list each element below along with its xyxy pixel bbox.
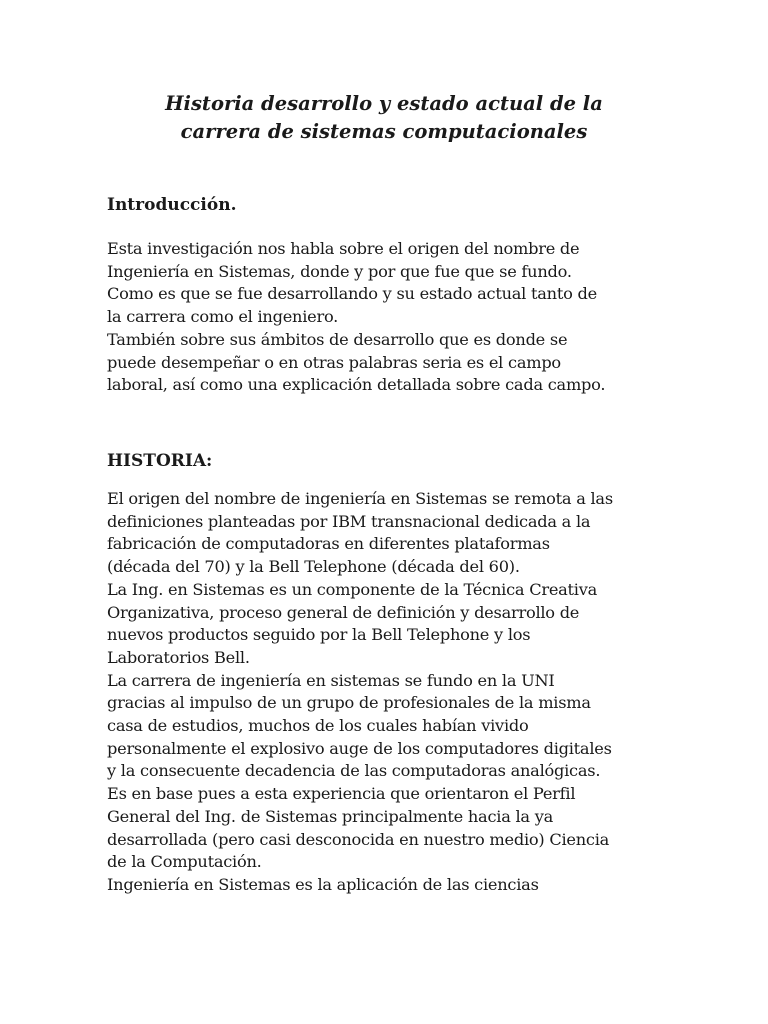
text-line: Como es que se fue desarrollando y su estado actual tanto de	[107, 284, 597, 304]
text-line: y la consecuente decadencia de las computadoras analógicas.	[107, 761, 601, 781]
text-line: La Ing. en Sistemas es un componente de la Técnica Creativa	[107, 579, 598, 599]
introduccion-heading: Introducción.	[107, 195, 237, 215]
document-title	[0, 90, 768, 146]
text-line: fabricación de computadoras en diferentes plataformas	[107, 534, 550, 554]
text-line: El origen del nombre de ingeniería en Sistemas se remota a las	[107, 489, 613, 508]
text-line: Esta investigación nos habla sobre el origen del nombre de	[107, 239, 580, 258]
text-line: Ingeniería en Sistemas, donde y por que fue que se fundo.	[107, 261, 572, 281]
text-line: Laboratorios Bell.	[107, 647, 250, 667]
historia-paragraph	[107, 488, 707, 897]
text-line: Es en base pues a esta experiencia que orientaron el Perfil	[107, 784, 576, 804]
text-line: laboral, así como una explicación detallada sobre cada campo.	[107, 375, 606, 395]
title-line: Historia desarrollo y estado actual de la	[165, 92, 603, 115]
text-line: Ingeniería en Sistemas es la aplicación de las ciencias	[107, 874, 539, 894]
text-line: General del Ing. de Sistemas principalmente hacia la ya	[107, 806, 554, 826]
text-line: La carrera de ingeniería en sistemas se fundo en la UNI	[107, 670, 555, 690]
text-line: casa de estudios, muchos de los cuales habían vivido	[107, 716, 529, 736]
text-line: puede desempeñar o en otras palabras seria es el campo	[107, 352, 561, 372]
text-line: nuevos productos seguido por la Bell Telephone y los	[107, 625, 531, 645]
text-line: desarrollada (pero casi desconocida en nuestro medio) Ciencia	[107, 829, 610, 849]
title-line: carrera de sistemas computacionales	[180, 120, 588, 143]
text-line: personalmente el explosivo auge de los computadores digitales	[107, 738, 612, 758]
introduccion-paragraph	[107, 238, 707, 397]
text-line: la carrera como el ingeniero.	[107, 307, 339, 327]
text-line: gracias al impulso de un grupo de profesionales de la misma	[107, 693, 591, 713]
historia-heading: HISTORIA:	[107, 451, 213, 471]
text-line: de la Computación.	[107, 852, 262, 872]
text-line: (década del 70) y la Bell Telephone (década del 60).	[107, 557, 520, 577]
text-line: definiciones planteadas por IBM transnacional dedicada a la	[107, 511, 591, 531]
text-line: Organizativa, proceso general de definición y desarrollo de	[107, 602, 580, 622]
text-line: También sobre sus ámbitos de desarrollo que es donde se	[107, 329, 568, 349]
